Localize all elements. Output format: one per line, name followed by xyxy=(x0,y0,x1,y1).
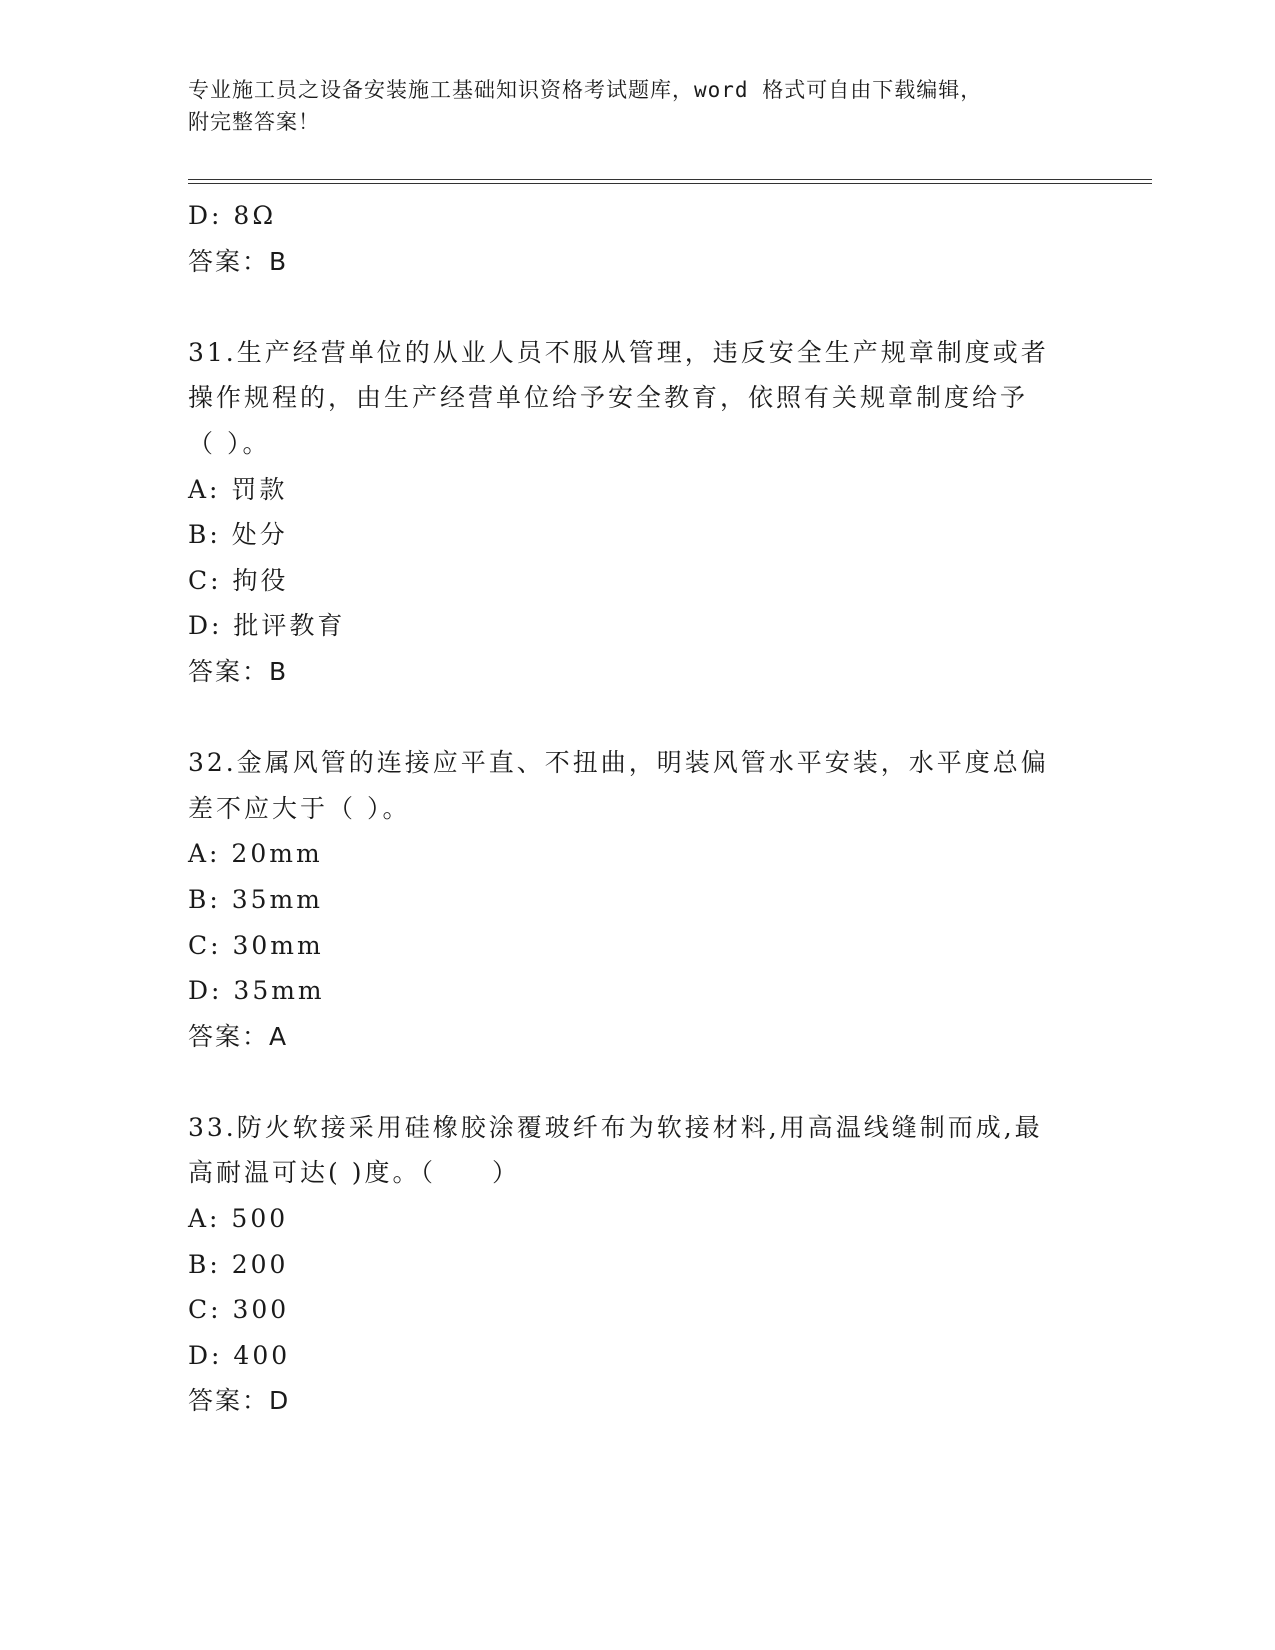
question-stem-line: 33.防火软接采用硅橡胶涂覆玻纤布为软接材料,用高温线缝制而成,最 xyxy=(188,1112,1043,1142)
answer: 答案：A xyxy=(188,1021,289,1051)
answer: 答案：B xyxy=(188,656,289,686)
lead-answer: 答案：B xyxy=(188,246,289,276)
spacer xyxy=(188,1059,1088,1105)
header-line-1: 专业施工员之设备安装施工基础知识资格考试题库，word 格式可自由下载编辑， xyxy=(188,78,983,102)
option-a: A: 20mm xyxy=(188,839,323,869)
question-stem-line: 31.生产经营单位的从业人员不服从管理，违反安全生产规章制度或者 xyxy=(188,337,1049,367)
question-stem-line: 32.金属风管的连接应平直、不扭曲，明装风管水平安装，水平度总偏 xyxy=(188,748,1049,778)
answer: 答案：D xyxy=(188,1386,291,1416)
option-c: C: 300 xyxy=(188,1295,290,1325)
question-stem-line: 高耐温可达( )度。（ ） xyxy=(188,1158,520,1188)
option-d: D: 35mm xyxy=(188,976,325,1006)
option-d: D: 400 xyxy=(188,1340,291,1370)
question-stem-line: （ ）。 xyxy=(188,428,271,458)
option-c: C: 30mm xyxy=(188,930,324,960)
spacer xyxy=(188,284,1088,330)
page-header xyxy=(188,74,1088,138)
option-b: B: 处分 xyxy=(188,520,288,550)
option-a: A: 罚款 xyxy=(188,474,288,504)
question-32 xyxy=(188,740,1088,1059)
option-b: B: 200 xyxy=(188,1249,289,1279)
question-stem-line: 差不应大于（ ）。 xyxy=(188,793,411,823)
option-a: A: 500 xyxy=(188,1204,289,1234)
lead-option-d: D: 8Ω xyxy=(188,201,277,230)
document-body xyxy=(188,193,1088,1424)
header-divider xyxy=(188,179,1152,184)
option-d: D: 批评教育 xyxy=(188,611,346,641)
option-c: C: 拘役 xyxy=(188,565,289,595)
question-31 xyxy=(188,330,1088,695)
question-stem-line: 操作规程的，由生产经营单位给予安全教育，依照有关规章制度给予 xyxy=(188,383,1029,413)
header-line-2: 附完整答案！ xyxy=(188,110,320,134)
spacer xyxy=(188,695,1088,741)
question-33 xyxy=(188,1105,1088,1424)
option-b: B: 35mm xyxy=(188,884,323,914)
